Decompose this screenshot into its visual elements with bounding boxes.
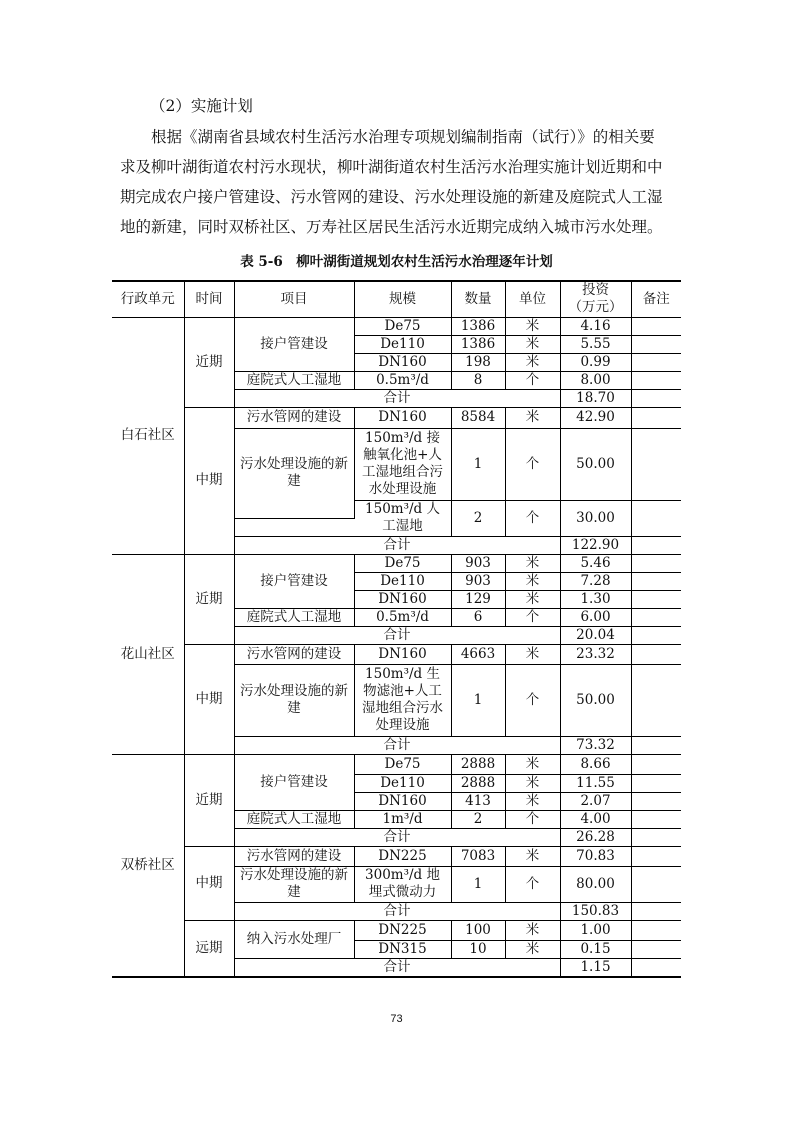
remark-cell	[631, 940, 681, 958]
header-remark: 备注	[631, 281, 681, 317]
remark-cell	[631, 554, 681, 572]
spec-cell: DN160	[354, 407, 451, 428]
remark-cell	[631, 920, 681, 940]
remark-cell	[631, 846, 681, 866]
investment-cell: 30.00	[560, 500, 631, 536]
spec-cell: DN225	[354, 920, 451, 940]
qty-cell: 6	[451, 608, 505, 626]
investment-cell: 7.28	[560, 572, 631, 590]
qty-cell: 7083	[451, 846, 505, 866]
period-cell: 近期	[184, 317, 234, 407]
remark-cell	[631, 866, 681, 902]
measure-cell: 米	[505, 940, 560, 958]
plan-table	[112, 280, 681, 978]
subtotal-label: 合计	[234, 902, 560, 920]
qty-cell: 1	[451, 866, 505, 902]
remark-cell	[631, 335, 681, 353]
spec-cell: 0.5m³/d	[354, 371, 451, 389]
table-row	[112, 407, 681, 428]
measure-cell: 个	[505, 810, 560, 828]
item-cell: 纳入污水处理厂	[234, 920, 354, 958]
header-investment	[560, 281, 631, 317]
qty-cell: 2	[451, 500, 505, 536]
measure-cell: 米	[505, 644, 560, 664]
remark-cell	[631, 608, 681, 626]
item-cell: 接户管建设	[234, 317, 354, 371]
qty-cell: 4663	[451, 644, 505, 664]
table-row	[112, 554, 681, 572]
qty-cell: 100	[451, 920, 505, 940]
remark-cell	[631, 371, 681, 389]
remark-cell	[631, 428, 681, 500]
investment-cell: 8.00	[560, 371, 631, 389]
qty-cell: 1386	[451, 335, 505, 353]
spec-cell: 150m³/d 人工湿地	[354, 500, 451, 536]
remark-cell	[631, 828, 681, 846]
period-cell: 近期	[184, 754, 234, 846]
remark-cell	[631, 792, 681, 810]
measure-cell: 米	[505, 792, 560, 810]
remark-cell	[631, 774, 681, 792]
measure-cell: 米	[505, 335, 560, 353]
header-period: 时间	[184, 281, 234, 317]
subtotal-label: 合计	[234, 389, 560, 407]
measure-cell: 米	[505, 846, 560, 866]
qty-cell: 10	[451, 940, 505, 958]
qty-cell: 2888	[451, 774, 505, 792]
measure-cell: 米	[505, 353, 560, 371]
measure-cell: 米	[505, 754, 560, 774]
measure-cell: 个	[505, 608, 560, 626]
investment-cell: 2.07	[560, 792, 631, 810]
paragraph-line: 根据《湖南省县域农村生活污水治理专项规划编制指南（试行）》的相关要	[151, 128, 655, 146]
subtotal-value: 122.90	[560, 536, 631, 554]
item-cell-blank	[234, 518, 354, 536]
investment-cell: 70.83	[560, 846, 631, 866]
remark-cell	[631, 353, 681, 371]
qty-cell: 1386	[451, 317, 505, 335]
investment-cell: 42.90	[560, 407, 631, 428]
subtotal-label: 合计	[234, 828, 560, 846]
spec-cell: DN160	[354, 644, 451, 664]
remark-cell	[631, 317, 681, 335]
remark-cell	[631, 407, 681, 428]
qty-cell: 2888	[451, 754, 505, 774]
remark-cell	[631, 590, 681, 608]
item-cell: 接户管建设	[234, 754, 354, 810]
investment-cell: 23.32	[560, 644, 631, 664]
subtotal-value: 26.28	[560, 828, 631, 846]
measure-cell: 米	[505, 774, 560, 792]
remark-cell	[631, 958, 681, 977]
table-caption: 表 5-6 柳叶湖街道规划农村生活污水治理逐年计划	[240, 254, 553, 270]
spec-cell: 150m³/d 接触氧化池+人工湿地组合污水处理设施	[354, 428, 451, 500]
qty-cell: 1	[451, 664, 505, 736]
spec-cell: DN160	[354, 353, 451, 371]
table-row	[112, 920, 681, 940]
investment-cell: 4.16	[560, 317, 631, 335]
paragraph-line: 求及柳叶湖街道农村污水现状，柳叶湖街道农村生活污水治理实施计划近期和中	[120, 158, 663, 176]
remark-cell	[631, 626, 681, 644]
remark-cell	[631, 810, 681, 828]
investment-cell: 0.99	[560, 353, 631, 371]
qty-cell: 8	[451, 371, 505, 389]
period-cell: 远期	[184, 920, 234, 977]
header-item: 项目	[234, 281, 354, 317]
remark-cell	[631, 902, 681, 920]
measure-cell: 个	[505, 866, 560, 902]
spec-cell: 1m³/d	[354, 810, 451, 828]
item-cell: 庭院式人工湿地	[234, 371, 354, 389]
investment-cell: 0.15	[560, 940, 631, 958]
remark-cell	[631, 664, 681, 736]
spec-cell: DN160	[354, 792, 451, 810]
remark-cell	[631, 736, 681, 754]
spec-cell: 0.5m³/d	[354, 608, 451, 626]
investment-cell: 1.00	[560, 920, 631, 940]
spec-cell: DN160	[354, 590, 451, 608]
qty-cell: 903	[451, 554, 505, 572]
measure-cell: 个	[505, 428, 560, 500]
measure-cell: 个	[505, 664, 560, 736]
investment-cell: 50.00	[560, 664, 631, 736]
remark-cell	[631, 389, 681, 407]
header-spec: 规模	[354, 281, 451, 317]
qty-cell: 2	[451, 810, 505, 828]
investment-cell: 4.00	[560, 810, 631, 828]
header-qty: 数量	[451, 281, 505, 317]
investment-cell: 5.46	[560, 554, 631, 572]
investment-cell: 11.55	[560, 774, 631, 792]
investment-cell: 6.00	[560, 608, 631, 626]
measure-cell: 米	[505, 572, 560, 590]
body-paragraph	[120, 122, 680, 242]
remark-cell	[631, 644, 681, 664]
spec-cell: De75	[354, 317, 451, 335]
header-investment-line2: （万元）	[568, 299, 623, 316]
spec-cell: De75	[354, 754, 451, 774]
subtotal-value: 150.83	[560, 902, 631, 920]
period-cell: 近期	[184, 554, 234, 644]
qty-cell: 198	[451, 353, 505, 371]
item-cell: 污水管网的建设	[234, 644, 354, 664]
remark-cell	[631, 754, 681, 774]
subtotal-value: 18.70	[560, 389, 631, 407]
measure-cell: 米	[505, 920, 560, 940]
measure-cell: 个	[505, 371, 560, 389]
spec-cell: De110	[354, 335, 451, 353]
item-cell: 接户管建设	[234, 554, 354, 608]
section-heading: （2）实施计划	[150, 97, 253, 115]
community-cell: 花山社区	[112, 554, 184, 754]
investment-cell: 1.30	[560, 590, 631, 608]
table-row	[112, 644, 681, 664]
community-cell: 白石社区	[112, 317, 184, 554]
paragraph-line: 期完成农户接户管建设、污水管网的建设、污水处理设施的新建及庭院式人工湿	[120, 188, 663, 206]
item-cell: 污水处理设施的新建	[234, 866, 354, 902]
investment-cell: 80.00	[560, 866, 631, 902]
investment-cell: 8.66	[560, 754, 631, 774]
subtotal-label: 合计	[234, 536, 560, 554]
subtotal-label: 合计	[234, 626, 560, 644]
measure-cell: 米	[505, 590, 560, 608]
remark-cell	[631, 536, 681, 554]
remark-cell	[631, 500, 681, 536]
investment-cell: 50.00	[560, 428, 631, 500]
subtotal-label: 合计	[234, 736, 560, 754]
qty-cell: 413	[451, 792, 505, 810]
period-cell: 中期	[184, 846, 234, 920]
item-cell: 污水管网的建设	[234, 846, 354, 866]
spec-cell: De75	[354, 554, 451, 572]
table-row	[112, 317, 681, 335]
header-measure: 单位	[505, 281, 560, 317]
header-investment-line1: 投资	[582, 282, 609, 299]
spec-cell: DN225	[354, 846, 451, 866]
header-unit: 行政单元	[112, 281, 184, 317]
qty-cell: 8584	[451, 407, 505, 428]
community-cell: 双桥社区	[112, 754, 184, 977]
measure-cell: 米	[505, 317, 560, 335]
table-header-row	[112, 281, 681, 317]
item-cell: 庭院式人工湿地	[234, 608, 354, 626]
table-row	[112, 754, 681, 774]
spec-cell: 150m³/d 生物滤池+人工湿地组合污水处理设施	[354, 664, 451, 736]
spec-cell: De110	[354, 572, 451, 590]
remark-cell	[631, 572, 681, 590]
paragraph-line: 地的新建，同时双桥社区、万寿社区居民生活污水近期完成纳入城市污水处理。	[120, 218, 663, 236]
table-row	[112, 846, 681, 866]
subtotal-value: 1.15	[560, 958, 631, 977]
subtotal-label: 合计	[234, 958, 560, 977]
qty-cell: 129	[451, 590, 505, 608]
spec-cell: 300m³/d 地埋式微动力	[354, 866, 451, 902]
spec-cell: De110	[354, 774, 451, 792]
item-cell: 污水管网的建设	[234, 407, 354, 428]
item-cell: 污水处理设施的新建	[234, 664, 354, 736]
spec-cell: DN315	[354, 940, 451, 958]
item-cell: 庭院式人工湿地	[234, 810, 354, 828]
subtotal-value: 20.04	[560, 626, 631, 644]
qty-cell: 1	[451, 428, 505, 500]
page-number: 73	[390, 1013, 403, 1025]
measure-cell: 米	[505, 407, 560, 428]
measure-cell: 米	[505, 554, 560, 572]
measure-cell: 个	[505, 500, 560, 536]
investment-cell: 5.55	[560, 335, 631, 353]
qty-cell: 903	[451, 572, 505, 590]
period-cell: 中期	[184, 407, 234, 554]
subtotal-value: 73.32	[560, 736, 631, 754]
item-cell: 污水处理设施的新建	[234, 428, 354, 518]
period-cell: 中期	[184, 644, 234, 754]
